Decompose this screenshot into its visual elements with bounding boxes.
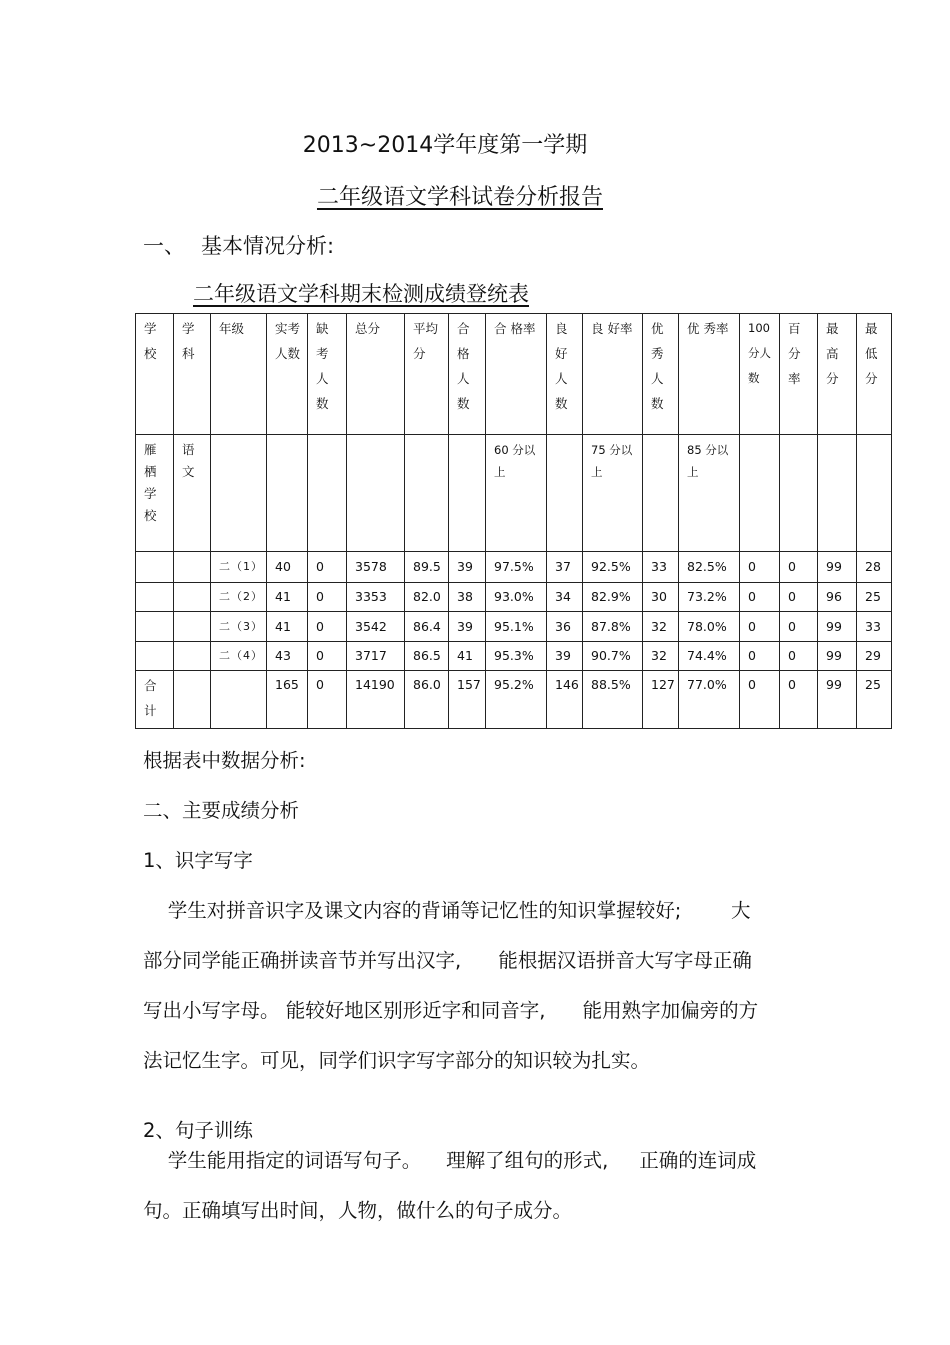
paragraph-2-line: 学生能用指定的词语写句子。 理解了组句的形式, 正确的连词成 xyxy=(143,1149,757,1172)
table-cell: 41 xyxy=(449,642,486,671)
table-cell: 0 xyxy=(308,583,347,612)
table-cell: 0 xyxy=(740,583,780,612)
table-cell: 二（3） xyxy=(211,612,267,642)
table-cell: 二（1） xyxy=(211,552,267,583)
table-cell xyxy=(174,552,211,583)
table-cell: 40 xyxy=(267,552,308,583)
table-cell: 92.5% xyxy=(583,552,643,583)
paragraph-1-line: 法记忆生字。可见，同学们识字写字部分的知识较为扎实。 xyxy=(143,1049,651,1072)
table-cell: 82.0 xyxy=(405,583,449,612)
table-cell: 0 xyxy=(308,552,347,583)
table-cell: 39 xyxy=(547,642,583,671)
table-cell: 90.7% xyxy=(583,642,643,671)
table-cell: 97.5% xyxy=(486,552,547,583)
section-2-heading: 二、主要成绩分析 xyxy=(143,799,300,822)
table-cell: 146 xyxy=(547,671,583,729)
header-cell: 优 秀率 xyxy=(679,314,740,435)
table-cell: 86.5 xyxy=(405,642,449,671)
table-cell: 88.5% xyxy=(583,671,643,729)
table-cell: 33 xyxy=(643,552,679,583)
table-cell: 38 xyxy=(449,583,486,612)
table-cell: 99 xyxy=(818,642,857,671)
table-cell: 25 xyxy=(857,583,892,612)
table-cell: 95.2% xyxy=(486,671,547,729)
table-cell: 82.5% xyxy=(679,552,740,583)
table-cell: 0 xyxy=(740,642,780,671)
table-cell: 41 xyxy=(267,583,308,612)
table-cell: 82.9% xyxy=(583,583,643,612)
table-cell: 41 xyxy=(267,612,308,642)
table-cell: 78.0% xyxy=(679,612,740,642)
table-cell xyxy=(174,612,211,642)
table-cell: 37 xyxy=(547,552,583,583)
school-row xyxy=(136,435,892,552)
good-threshold-note: 75 分以上 xyxy=(583,435,643,552)
table-cell: 二（2） xyxy=(211,583,267,612)
school-cell: 雁栖学校 xyxy=(136,435,174,552)
table-cell xyxy=(136,552,174,583)
table-cell: 32 xyxy=(643,642,679,671)
header-cell: 年级 xyxy=(211,314,267,435)
table-cell: 14190 xyxy=(347,671,405,729)
table-cell: 96 xyxy=(818,583,857,612)
section-1-number: 一、 xyxy=(143,234,185,258)
header-cell: 学科 xyxy=(174,314,211,435)
table-cell: 87.8% xyxy=(583,612,643,642)
total-row xyxy=(136,671,892,729)
header-cell: 学校 xyxy=(136,314,174,435)
header-cell: 最低分 xyxy=(857,314,892,435)
table-cell xyxy=(174,583,211,612)
class-row xyxy=(136,612,892,642)
table-cell: 86.0 xyxy=(405,671,449,729)
subsection-1-heading: 1、识字写字 xyxy=(143,849,253,872)
header-cell: 优秀人数 xyxy=(643,314,679,435)
header-cell: 100分人数 xyxy=(740,314,780,435)
table-cell: 0 xyxy=(780,583,818,612)
table-cell: 99 xyxy=(818,612,857,642)
header-cell: 合 格率 xyxy=(486,314,547,435)
header-row xyxy=(136,314,892,435)
table-cell: 二（4） xyxy=(211,642,267,671)
table-cell: 0 xyxy=(780,552,818,583)
table-cell: 157 xyxy=(449,671,486,729)
table-cell: 86.4 xyxy=(405,612,449,642)
pass-threshold-note: 60 分以上 xyxy=(486,435,547,552)
header-cell: 最高分 xyxy=(818,314,857,435)
table-cell: 32 xyxy=(643,612,679,642)
header-cell: 实考人数 xyxy=(267,314,308,435)
analysis-label: 根据表中数据分析: xyxy=(143,749,306,772)
title-line-1: 2013~2014学年度第一学期 xyxy=(302,133,588,158)
table-cell: 99 xyxy=(818,671,857,729)
report-title: 二年级语文学科试卷分析报告 xyxy=(316,185,603,210)
table-cell: 合计 xyxy=(136,671,174,729)
section-1-text: 基本情况分析: xyxy=(201,234,335,258)
table-cell: 93.0% xyxy=(486,583,547,612)
table-cell: 95.3% xyxy=(486,642,547,671)
subsection-2-heading: 2、句子训练 xyxy=(143,1119,253,1142)
table-cell: 99 xyxy=(818,552,857,583)
table-cell: 25 xyxy=(857,671,892,729)
score-table xyxy=(135,313,892,729)
table-cell xyxy=(136,583,174,612)
subject-cell: 语文 xyxy=(174,435,211,552)
table-cell: 30 xyxy=(643,583,679,612)
table-cell: 0 xyxy=(740,671,780,729)
table-cell: 39 xyxy=(449,612,486,642)
table-cell xyxy=(136,642,174,671)
table-cell: 74.4% xyxy=(679,642,740,671)
table-cell xyxy=(211,671,267,729)
header-cell: 良好人数 xyxy=(547,314,583,435)
table-cell: 3353 xyxy=(347,583,405,612)
table-cell: 165 xyxy=(267,671,308,729)
table-cell xyxy=(174,642,211,671)
header-cell: 合格人数 xyxy=(449,314,486,435)
table-cell xyxy=(174,671,211,729)
class-row xyxy=(136,642,892,671)
paragraph-1-line: 部分同学能正确拼读音节并写出汉字, 能根据汉语拼音大写字母正确 xyxy=(143,949,752,972)
table-cell: 0 xyxy=(780,671,818,729)
table-title: 二年级语文学科期末检测成绩登统表 xyxy=(193,282,529,306)
header-cell: 百分率 xyxy=(780,314,818,435)
table-cell: 95.1% xyxy=(486,612,547,642)
header-cell: 缺考人数 xyxy=(308,314,347,435)
table-cell: 33 xyxy=(857,612,892,642)
table-cell: 28 xyxy=(857,552,892,583)
paragraph-1-line: 学生对拼音识字及课文内容的背诵等记忆性的知识掌握较好; 大 xyxy=(143,899,751,922)
table-cell: 89.5 xyxy=(405,552,449,583)
table-cell: 3542 xyxy=(347,612,405,642)
table-cell: 0 xyxy=(308,612,347,642)
class-row xyxy=(136,583,892,612)
header-cell: 平均分 xyxy=(405,314,449,435)
table-cell: 0 xyxy=(780,642,818,671)
section-1-heading xyxy=(143,230,334,260)
table-cell: 3717 xyxy=(347,642,405,671)
table-cell: 0 xyxy=(308,642,347,671)
table-cell: 77.0% xyxy=(679,671,740,729)
excellent-threshold-note: 85 分以上 xyxy=(679,435,740,552)
table-cell: 0 xyxy=(308,671,347,729)
header-cell: 良 好率 xyxy=(583,314,643,435)
table-cell: 0 xyxy=(780,612,818,642)
table-cell: 39 xyxy=(449,552,486,583)
table-cell xyxy=(136,612,174,642)
class-row xyxy=(136,552,892,583)
header-cell: 总分 xyxy=(347,314,405,435)
table-cell: 0 xyxy=(740,612,780,642)
paragraph-1-line: 写出小写字母。 能较好地区别形近字和同音字, 能用熟字加偏旁的方 xyxy=(143,999,759,1022)
table-cell: 34 xyxy=(547,583,583,612)
table-cell: 0 xyxy=(740,552,780,583)
table-cell: 3578 xyxy=(347,552,405,583)
table-cell: 43 xyxy=(267,642,308,671)
paragraph-2-line: 句。正确填写出时间，人物，做什么的句子成分。 xyxy=(143,1199,573,1222)
table-cell: 127 xyxy=(643,671,679,729)
table-cell: 36 xyxy=(547,612,583,642)
table-cell: 73.2% xyxy=(679,583,740,612)
table-cell: 29 xyxy=(857,642,892,671)
